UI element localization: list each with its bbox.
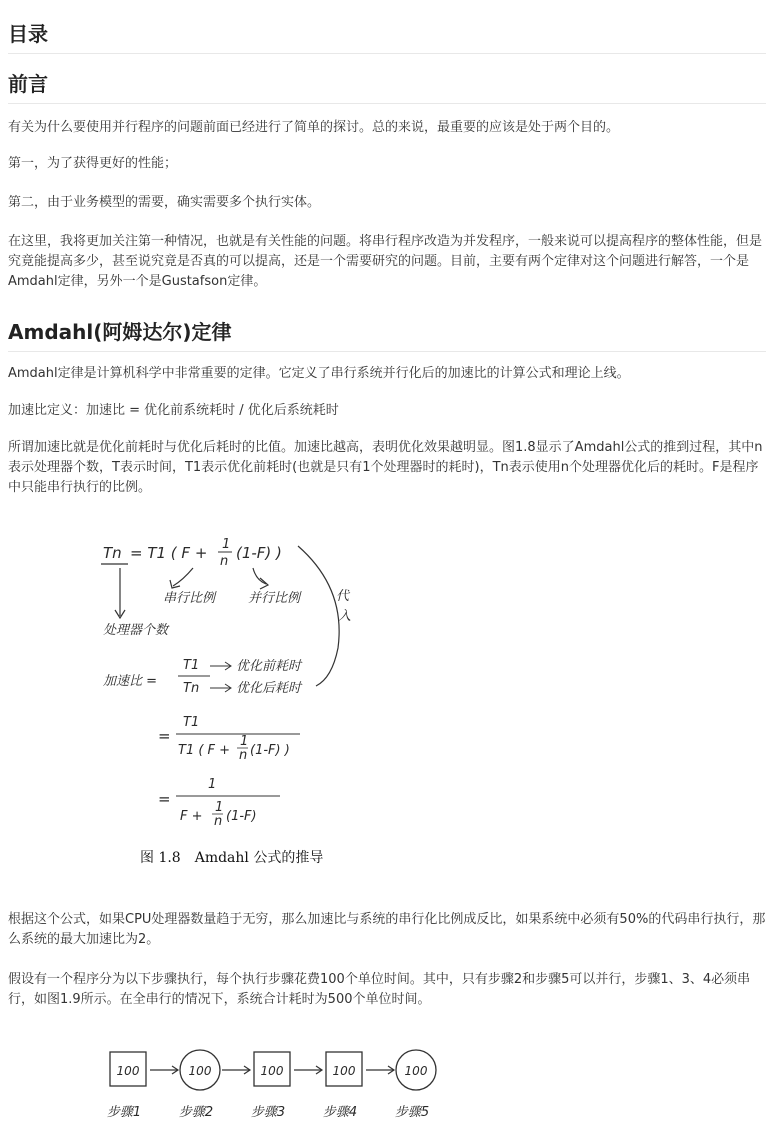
eq1-frac-den: n: [220, 554, 229, 569]
eq1-lhs: Tn: [103, 544, 122, 562]
eq2-numerator: T1: [183, 715, 200, 730]
amdahl-paragraph-4: 根据这个公式，如果CPU处理器数量趋于无穷，那么加速比与系统的串行化比例成反比，如果系统中必须有50%的代码串行执行，那么系统的最大加速比为2。: [8, 912, 766, 947]
step-3-value: 100: [260, 1064, 284, 1078]
eq3-equals: =: [158, 790, 171, 808]
eq3-frac-num: 1: [215, 800, 224, 815]
amdahl-paragraph-1: Amdahl定律是计算机科学中非常重要的定律。它定义了串行系统并行化后的加速比的计算公式和理论上线。: [8, 366, 630, 381]
eq3-numerator: 1: [208, 777, 217, 792]
eq2-frac-num: 1: [240, 734, 249, 749]
step-1-label: 步骤1: [106, 1105, 142, 1120]
steps-flow-figure: [88, 1038, 468, 1126]
label-after-time: 优化后耗时: [236, 681, 302, 696]
amdahl-derivation-figure: [88, 528, 428, 873]
eq3-den-b: (1-F): [226, 809, 257, 824]
step-2-value: 100: [188, 1064, 212, 1078]
eq2-frac-den: n: [239, 748, 248, 763]
label-parallel-ratio: 并行比例: [248, 591, 301, 606]
label-substitute-1: 代: [336, 589, 350, 604]
preface-paragraph-1: 有关为什么要使用并行程序的问题前面已经进行了简单的探讨。总的来说，最重要的应该是处于两个目的。: [8, 120, 620, 135]
eq1-frac-num: 1: [222, 537, 231, 552]
label-before-time: 优化前耗时: [236, 659, 302, 674]
amdahl-paragraph-5: 假设有一个程序分为以下步骤执行，每个执行步骤花费100个单位时间。其中，只有步骤2和步骤5可以并行，步骤1、3、4必须串行，如图1.9所示。在全串行的情况下，系统合计耗时为500个单位时间。: [8, 972, 751, 1007]
step-5-label: 步骤5: [394, 1105, 430, 1120]
eq3-frac-den: n: [214, 814, 223, 829]
label-serial-ratio: 串行比例: [163, 591, 216, 606]
speedup-tn: Tn: [183, 681, 200, 696]
eq2-den-a: T1 ( F +: [178, 743, 231, 758]
label-processor-count: 处理器个数: [103, 623, 169, 638]
step-4-value: 100: [332, 1064, 356, 1078]
preface-paragraph-4: 在这里，我将更加关注第一种情况，也就是有关性能的问题。将串行程序改造为并发程序，一般来说可以提高程序的整体性能，但是究竟能提高多少，甚至说究竟是否真的可以提高，还是一个需要研究的问题。目前，主要有两个定律对这个问题进行解答，一个是Amdahl定律，另外一个是Gustafson定律。: [8, 234, 763, 289]
step-2-label: 步骤2: [178, 1105, 214, 1120]
eq3-den-a: F +: [180, 809, 203, 824]
step-3-label: 步骤3: [250, 1105, 286, 1120]
eq2-equals: =: [158, 727, 171, 745]
amdahl-paragraph-3: 所谓加速比就是优化前耗时与优化后耗时的比值。加速比越高，表明优化效果越明显。图1.8显示了Amdahl公式的推到过程，其中n表示处理器个数，T表示时间，T1表示优化前耗时(也就是只有1个处理器时的耗时)，Tn表示使用n个处理器优化后的耗时。F是程序中只能串行执行的比例。: [8, 440, 763, 495]
toc-heading: 目录: [8, 18, 766, 54]
preface-paragraph-3: 第二，由于业务模型的需要，确实需要多个执行实体。: [8, 195, 321, 210]
figure-1-8-caption: 图 1.8 Amdahl 公式的推导: [140, 850, 324, 866]
amdahl-heading: Amdahl(阿姆达尔)定律: [8, 316, 766, 352]
speedup-t1: T1: [183, 658, 200, 673]
step-1-value: 100: [116, 1064, 140, 1078]
preface-heading: 前言: [8, 68, 766, 104]
step-4-label: 步骤4: [322, 1105, 358, 1120]
amdahl-paragraph-2: 加速比定义：加速比 = 优化前系统耗时 / 优化后系统耗时: [8, 403, 339, 418]
eq1-tail: (1-F) ): [236, 544, 282, 562]
eq2-den-b: (1-F) ): [250, 743, 290, 758]
label-substitute-2: 入: [338, 609, 352, 624]
preface-paragraph-2: 第一，为了获得更好的性能；: [8, 156, 178, 171]
eq1-rhs: = T1 ( F +: [130, 544, 208, 562]
step-5-value: 100: [404, 1064, 428, 1078]
label-speedup: 加速比 =: [103, 674, 158, 689]
